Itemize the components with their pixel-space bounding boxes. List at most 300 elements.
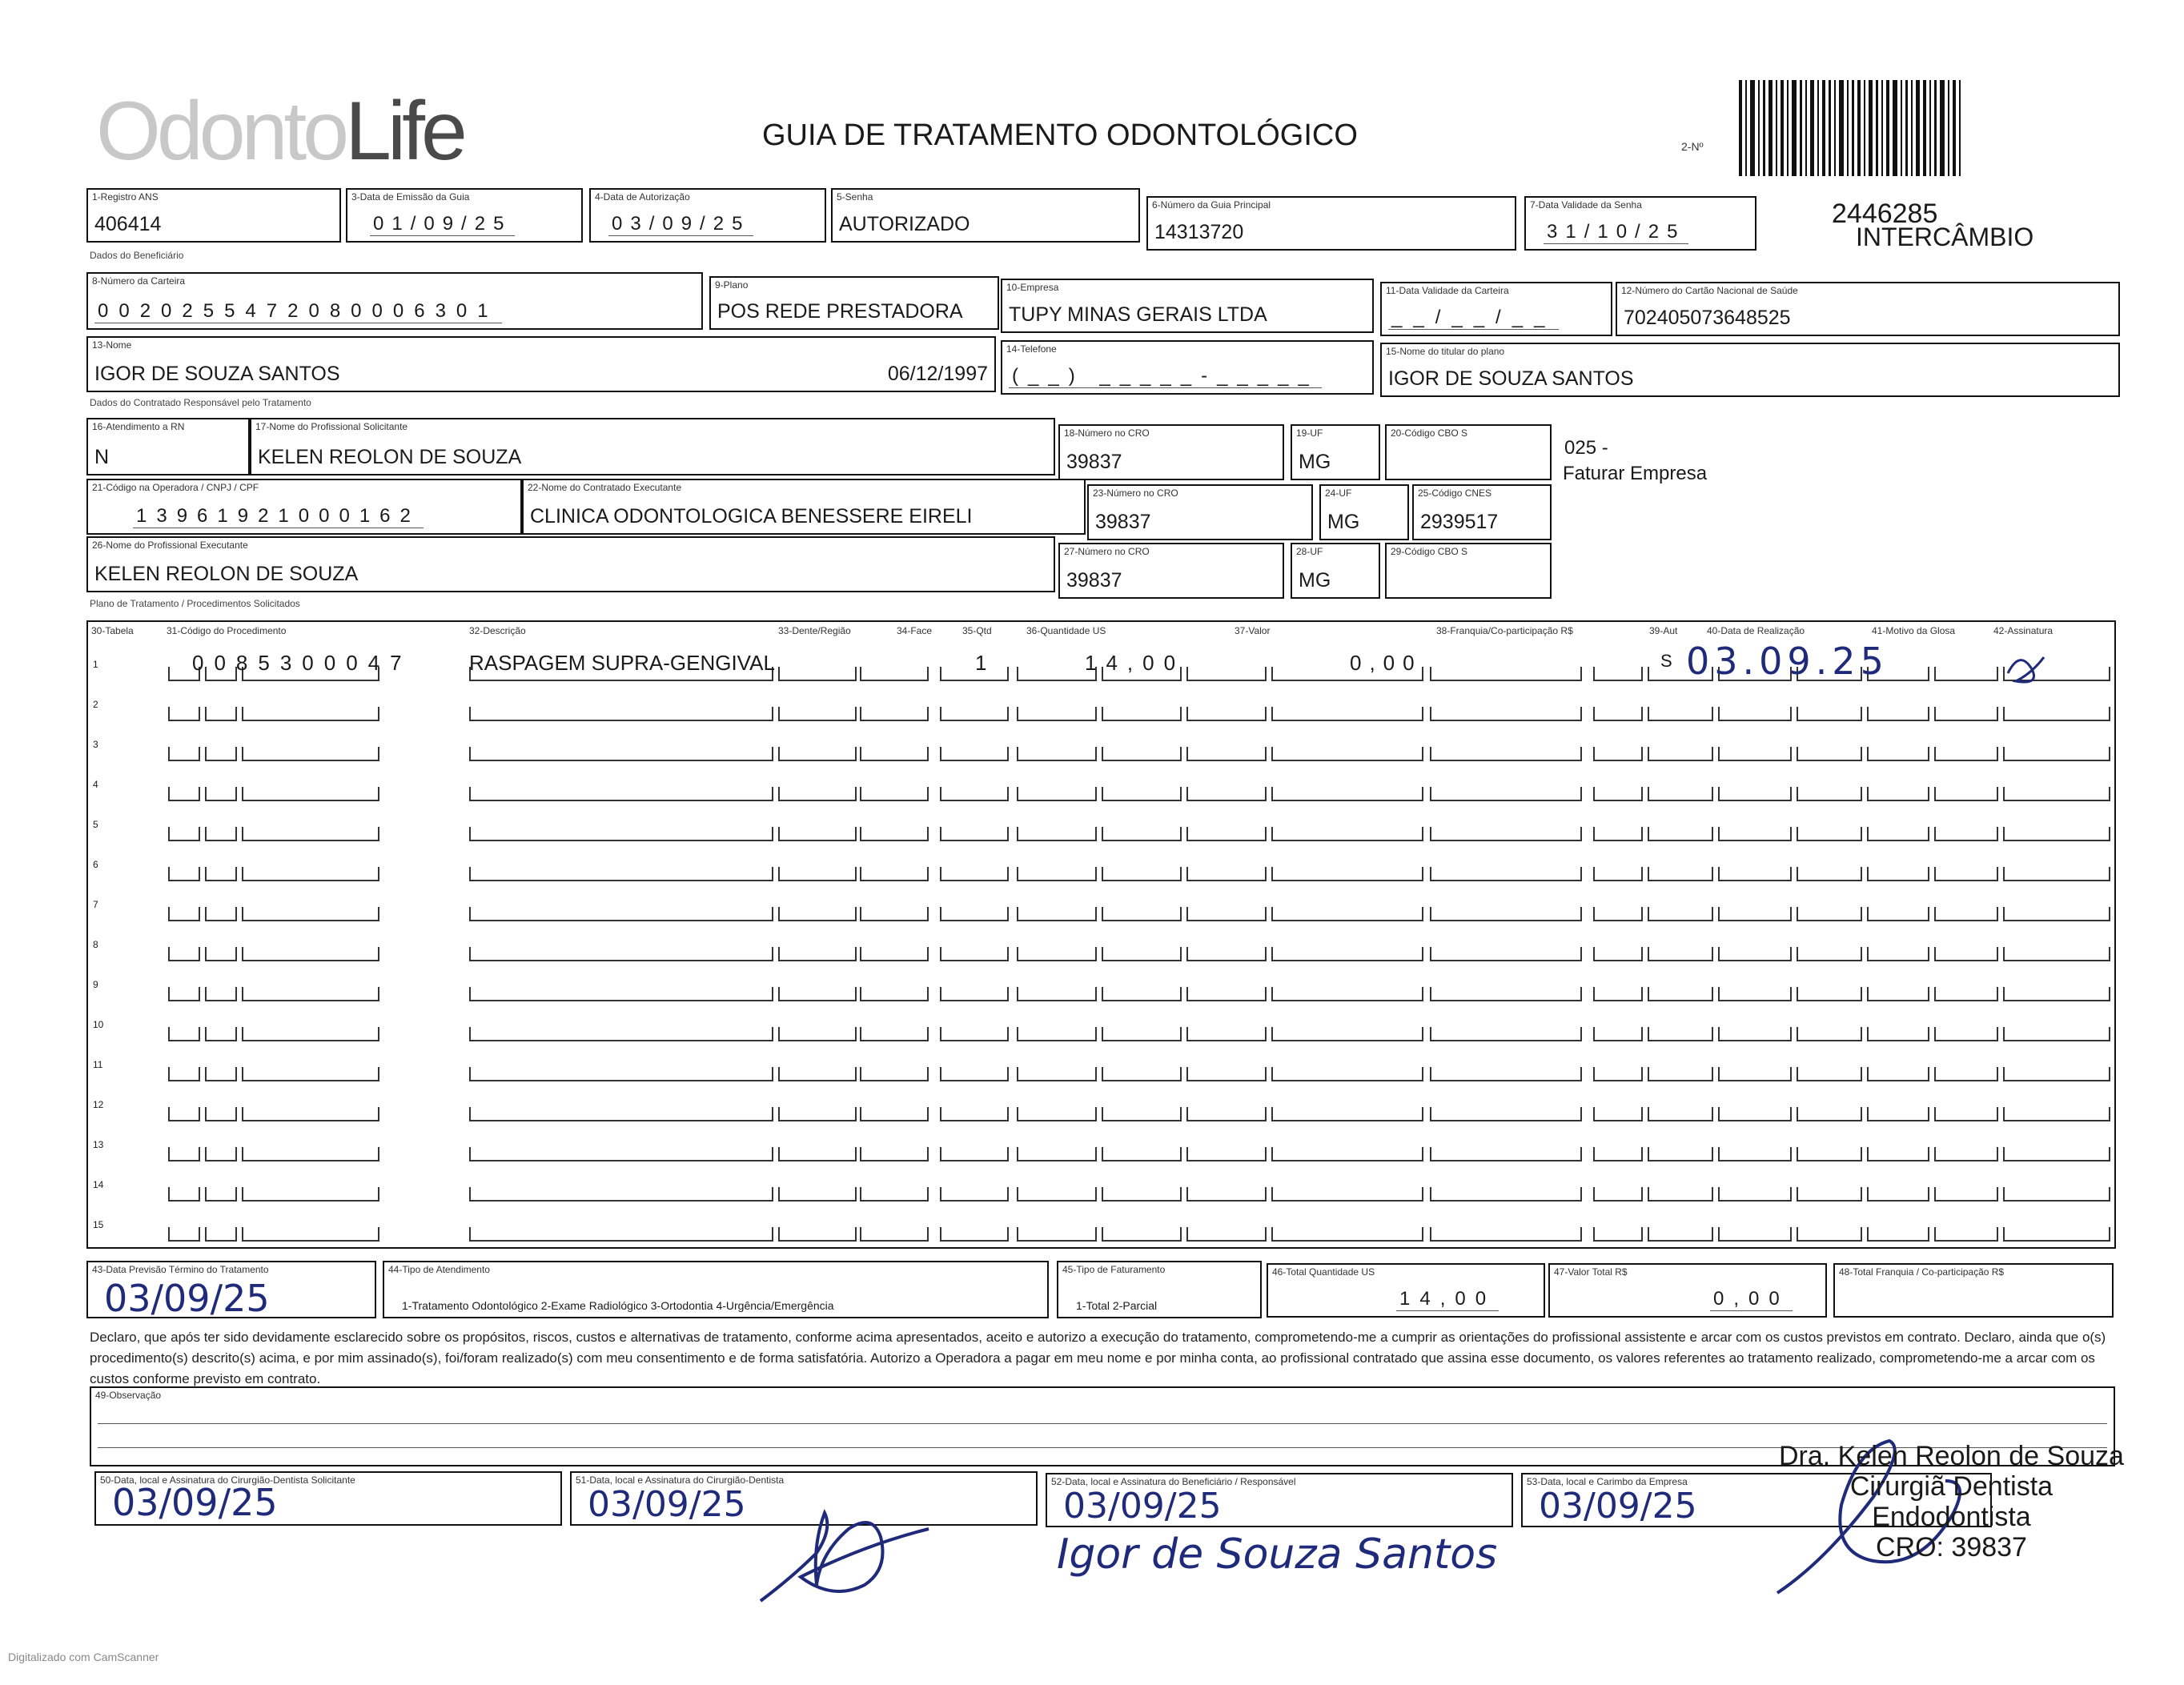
table-cell	[1593, 907, 1643, 921]
table-cell	[1867, 987, 1929, 1001]
intercambio-label: INTERCÂMBIO	[1856, 223, 2034, 251]
table-cell	[1271, 947, 1423, 961]
table-cell	[168, 1107, 200, 1121]
table-cell	[1430, 1147, 1582, 1161]
table-cell	[1430, 947, 1582, 961]
table-cell	[1718, 1107, 1792, 1121]
table-cell	[469, 867, 773, 881]
table-cell	[1648, 787, 1713, 801]
table-cell	[1797, 1187, 1862, 1202]
table-cell	[1186, 707, 1267, 721]
value: N	[94, 446, 110, 468]
label: 16-Atendimento a RN	[92, 421, 185, 432]
field-codigo-operadora	[86, 479, 522, 535]
table-cell	[1186, 907, 1267, 921]
table-cell	[860, 1027, 929, 1041]
table-cell	[1430, 667, 1582, 681]
value: 31/10/25	[1544, 221, 1688, 244]
table-cell	[168, 987, 200, 1001]
table-cell	[940, 987, 1009, 1001]
label: 28-UF	[1296, 546, 1323, 557]
table-cell	[1648, 827, 1713, 841]
field-previsao-termino	[86, 1261, 376, 1318]
field-profissional-solicitante	[250, 418, 1055, 475]
label: 1-Registro ANS	[92, 191, 159, 203]
table-cell	[1718, 1187, 1792, 1202]
row-number: 15	[93, 1219, 104, 1230]
table-cell	[2003, 1107, 2110, 1121]
table-cell	[1593, 947, 1643, 961]
label: 25-Código CNES	[1418, 487, 1492, 499]
table-cell	[168, 787, 200, 801]
value: 03/09/25	[104, 1277, 270, 1320]
table-cell	[1867, 1187, 1929, 1202]
table-cell	[1017, 827, 1097, 841]
table-cell	[1271, 1107, 1423, 1121]
field-cbo-3	[1385, 543, 1552, 599]
table-cell	[1934, 1107, 1998, 1121]
table-cell	[1430, 1227, 1582, 1242]
table-cell	[168, 947, 200, 961]
row1-descricao: RASPAGEM SUPRA-GENGIVAL	[469, 651, 775, 675]
table-row	[88, 1085, 2114, 1125]
field-cro-2	[1087, 484, 1313, 540]
field-cro-1	[1058, 424, 1284, 480]
table-cell	[1648, 1107, 1713, 1121]
table-cell	[860, 707, 929, 721]
table-cell	[1102, 1187, 1182, 1202]
value: 0020255472080006301	[94, 300, 502, 323]
col-tabela: 30-Tabela	[91, 625, 134, 636]
table-cell	[469, 947, 773, 961]
table-cell	[1430, 1187, 1582, 1202]
table-cell	[168, 1227, 200, 1242]
table-row	[88, 1045, 2114, 1085]
table-cell	[1593, 1027, 1643, 1041]
table-cell	[168, 1027, 200, 1041]
value: 702405073648525	[1624, 307, 1791, 329]
table-cell	[940, 827, 1009, 841]
label: 8-Número da Carteira	[92, 275, 186, 287]
professional-stamp	[1779, 1441, 2124, 1563]
label: 49-Observação	[95, 1390, 162, 1401]
label: 51-Data, local e Assinatura do Cirurgião-Dentista	[576, 1474, 785, 1486]
declaracao-text: Declaro, que após ter sido devidamente esclarecido sobre os propósitos, riscos, custos e alternativas de tratamento, conforme acima apresentados, aceito e autorizo a execução do tratamento, comprometendo-me a cumprir as orientações do profissional assistente e arcar com os custos previstos em contrato. Declaro, ainda que o(s) procedimento(s) descrito(s) acima, e por mim assinado(s), foi/foram realizado(s) com meu consentimento e de forma satisfatória. Autorizo a Operadora a pagar em meu nome e por minha conta, ao profissional contratado que assina esse documento, os valores referentes ao tratamento realizado, comprometendo-me a arcar com os custos conforme previsto em contrato.	[90, 1330, 2106, 1386]
table-cell	[1797, 1067, 1862, 1081]
table-cell	[1102, 827, 1182, 841]
table-cell	[1271, 827, 1423, 841]
table-cell	[2003, 987, 2110, 1001]
table-cell	[940, 1227, 1009, 1242]
field-data-emissao	[346, 188, 583, 243]
table-cell	[205, 1067, 237, 1081]
table-cell	[860, 787, 929, 801]
table-cell	[940, 947, 1009, 961]
table-cell	[860, 1187, 929, 1202]
table-cell	[1430, 747, 1582, 761]
row-number: 5	[93, 819, 98, 830]
table-cell	[205, 907, 237, 921]
table-cell	[1186, 1107, 1267, 1121]
row-number: 2	[93, 699, 98, 710]
table-cell	[860, 827, 929, 841]
table-cell	[940, 1027, 1009, 1041]
table-cell	[1017, 787, 1097, 801]
table-cell	[1718, 827, 1792, 841]
table-cell	[1271, 907, 1423, 921]
table-cell	[778, 947, 857, 961]
table-cell	[1648, 747, 1713, 761]
table-cell	[1186, 827, 1267, 841]
table-cell	[205, 827, 237, 841]
label: 18-Número no CRO	[1064, 427, 1150, 439]
stamp-cro: CRO: 39837	[1875, 1532, 2027, 1563]
table-cell	[940, 1147, 1009, 1161]
table-cell	[1648, 947, 1713, 961]
table-cell	[1102, 1227, 1182, 1242]
value: KELEN REOLON DE SOUZA	[258, 446, 522, 468]
table-cell	[1430, 1067, 1582, 1081]
table-cell	[1934, 787, 1998, 801]
label: 5-Senha	[837, 191, 873, 203]
table-cell	[860, 947, 929, 961]
table-cell	[1593, 667, 1643, 681]
table-cell	[205, 747, 237, 761]
table-cell	[1867, 827, 1929, 841]
table-cell	[242, 1227, 379, 1242]
table-cell	[778, 707, 857, 721]
table-cell	[1017, 1147, 1097, 1161]
label: 22-Nome do Contratado Executante	[528, 482, 682, 493]
table-cell	[860, 1107, 929, 1121]
field-cnes	[1412, 484, 1552, 540]
table-cell	[1867, 1067, 1929, 1081]
table-cell	[1797, 907, 1862, 921]
field-cbo-1	[1385, 424, 1552, 480]
table-cell	[1017, 907, 1097, 921]
table-cell	[1934, 1027, 1998, 1041]
dentist-signature-icon	[745, 1481, 985, 1641]
table-cell	[2003, 1147, 2110, 1161]
value: TUPY MINAS GERAIS LTDA	[1009, 303, 1267, 326]
table-cell	[940, 907, 1009, 921]
table-cell	[1186, 867, 1267, 881]
table-cell	[1934, 947, 1998, 961]
col-face: 34-Face	[897, 625, 933, 636]
col-glosa: 41-Motivo da Glosa	[1872, 625, 1956, 636]
col-data: 40-Data de Realização	[1707, 625, 1805, 636]
table-cell	[1797, 747, 1862, 761]
table-cell	[1867, 1227, 1929, 1242]
row-number: 3	[93, 739, 98, 750]
table-cell	[940, 747, 1009, 761]
procedures-table	[86, 620, 2116, 1249]
table-cell	[940, 867, 1009, 881]
row1-qtd: 1	[975, 651, 987, 675]
field-empresa	[1001, 279, 1374, 333]
field-cro-3	[1058, 543, 1284, 599]
table-cell	[1186, 787, 1267, 801]
table-cell	[778, 747, 857, 761]
table-cell	[469, 1147, 773, 1161]
table-cell	[1271, 747, 1423, 761]
table-cell	[205, 1027, 237, 1041]
table-cell	[1593, 827, 1643, 841]
label: 19-UF	[1296, 427, 1323, 439]
table-cell	[778, 867, 857, 881]
table-cell	[2003, 907, 2110, 921]
table-cell	[1934, 907, 1998, 921]
table-cell	[860, 667, 929, 681]
table-cell	[1867, 867, 1929, 881]
value: 14,00	[1396, 1288, 1499, 1311]
table-cell	[1102, 1107, 1182, 1121]
field-contratado-executante	[522, 479, 1086, 535]
table-cell	[1797, 867, 1862, 881]
table-cell	[940, 707, 1009, 721]
table-cell	[1648, 1227, 1713, 1242]
label: 9-Plano	[715, 279, 749, 291]
value: __/__/__	[1388, 307, 1559, 330]
table-cell	[205, 1227, 237, 1242]
label: 15-Nome do titular do plano	[1386, 346, 1505, 357]
table-cell	[168, 1187, 200, 1202]
value: 2939517	[1420, 511, 1499, 533]
guide-number: 2446285	[1832, 199, 1938, 229]
table-cell	[2003, 1067, 2110, 1081]
table-cell	[1430, 1107, 1582, 1121]
table-cell	[1867, 947, 1929, 961]
field-guia-principal	[1146, 196, 1516, 251]
label: 47-Valor Total R$	[1554, 1266, 1628, 1278]
label: 50-Data, local e Assinatura do Cirurgião-Dentista Solicitante	[100, 1474, 355, 1486]
field-assinatura-52	[1046, 1473, 1513, 1527]
table-row	[88, 965, 2114, 1005]
label: 43-Data Previsão Término do Tratamento	[92, 1264, 269, 1275]
table-cell	[1593, 1147, 1643, 1161]
value: 39837	[1066, 451, 1122, 473]
col-valor: 37-Valor	[1235, 625, 1271, 636]
table-cell	[469, 1227, 773, 1242]
table-cell	[1102, 947, 1182, 961]
value: MG	[1327, 511, 1360, 533]
row-number: 8	[93, 939, 98, 950]
table-cell	[469, 707, 773, 721]
table-cell	[1102, 1147, 1182, 1161]
value: 03/09/25	[112, 1481, 278, 1524]
label: 26-Nome do Profissional Executante	[92, 540, 248, 551]
guide-number-label: 2-Nº	[1681, 140, 1704, 153]
field-assinatura-50	[94, 1471, 562, 1526]
table-cell	[1934, 1187, 1998, 1202]
row-number: 11	[93, 1059, 103, 1070]
table-cell	[469, 1067, 773, 1081]
row-number: 13	[93, 1139, 104, 1150]
table-cell	[1017, 747, 1097, 761]
table-cell	[1797, 1107, 1862, 1121]
table-cell	[1934, 1067, 1998, 1081]
table-cell	[1102, 1067, 1182, 1081]
label: 53-Data, local e Carimbo da Empresa	[1527, 1476, 1688, 1487]
label: 10-Empresa	[1006, 282, 1059, 293]
row-number: 14	[93, 1179, 104, 1190]
table-cell	[2003, 1187, 2110, 1202]
value: POS REDE PRESTADORA	[717, 300, 963, 323]
table-cell	[940, 1187, 1009, 1202]
table-cell	[1017, 1227, 1097, 1242]
table-cell	[1797, 987, 1862, 1001]
field-uf-1	[1291, 424, 1380, 480]
table-cell	[1718, 947, 1792, 961]
options: 1-Tratamento Odontológico 2-Exame Radiológico 3-Ortodontia 4-Urgência/Emergência	[402, 1299, 834, 1312]
table-cell	[2003, 787, 2110, 801]
field-validade-carteira	[1380, 282, 1612, 336]
field-plano	[709, 276, 999, 330]
table-cell	[205, 1147, 237, 1161]
field-uf-3	[1291, 543, 1380, 599]
table-cell	[1718, 1227, 1792, 1242]
row1-assinatura-icon	[2000, 641, 2048, 689]
table-row	[88, 1005, 2114, 1045]
birth-date: 06/12/1997	[887, 363, 988, 385]
table-row	[88, 684, 2114, 724]
table-row	[88, 764, 2114, 804]
value: 03/09/25	[588, 1484, 746, 1525]
table-cell	[1271, 1187, 1423, 1202]
table-cell	[1718, 1027, 1792, 1041]
table-cell	[1593, 867, 1643, 881]
table-cell	[205, 787, 237, 801]
label: 24-UF	[1325, 487, 1352, 499]
table-cell	[1648, 707, 1713, 721]
label: 27-Número no CRO	[1064, 546, 1150, 557]
table-cell	[860, 907, 929, 921]
table-cell	[1867, 747, 1929, 761]
options: 1-Total 2-Parcial	[1076, 1299, 1158, 1312]
table-cell	[2003, 747, 2110, 761]
table-cell	[1430, 987, 1582, 1001]
value: 03/09/25	[1539, 1486, 1697, 1527]
table-cell	[1593, 987, 1643, 1001]
table-cell	[1102, 907, 1182, 921]
table-cell	[940, 667, 1009, 681]
section-contratado: Dados do Contratado Responsável pelo Tratamento	[90, 397, 311, 408]
table-cell	[1593, 1067, 1643, 1081]
table-cell	[1186, 1147, 1267, 1161]
table-cell	[1648, 907, 1713, 921]
table-cell	[1593, 747, 1643, 761]
value: 39837	[1066, 569, 1122, 592]
table-cell	[1102, 707, 1182, 721]
label: 52-Data, local e Assinatura do Beneficiário / Responsável	[1051, 1476, 1296, 1487]
col-franquia: 38-Franquia/Co-participação R$	[1436, 625, 1573, 636]
table-cell	[1934, 1227, 1998, 1242]
table-row	[88, 804, 2114, 845]
label: 3-Data de Emissão da Guia	[351, 191, 470, 203]
label: 45-Tipo de Faturamento	[1062, 1264, 1166, 1275]
table-cell	[1017, 1107, 1097, 1121]
label: 46-Total Quantidade US	[1272, 1266, 1375, 1278]
table-cell	[242, 1107, 379, 1121]
table-cell	[778, 1107, 857, 1121]
row-number: 12	[93, 1099, 104, 1110]
table-cell	[1271, 1227, 1423, 1242]
table-cell	[1017, 1027, 1097, 1041]
table-cell	[940, 1067, 1009, 1081]
field-data-autorizacao	[589, 188, 826, 243]
table-cell	[242, 827, 379, 841]
label: 23-Número no CRO	[1093, 487, 1178, 499]
table-row	[88, 1205, 2114, 1245]
table-cell	[1186, 1227, 1267, 1242]
table-cell	[778, 1187, 857, 1202]
label: 13-Nome	[92, 339, 132, 351]
table-cell	[778, 907, 857, 921]
value: CLINICA ODONTOLOGICA BENESSERE EIRELI	[530, 505, 973, 528]
table-cell	[1186, 747, 1267, 761]
table-cell	[1430, 787, 1582, 801]
value: IGOR DE SOUZA SANTOS	[94, 363, 340, 385]
field-registro-ans	[86, 188, 341, 243]
table-cell	[1430, 707, 1582, 721]
table-cell	[1593, 787, 1643, 801]
table-cell	[860, 867, 929, 881]
value: 13961921000162	[133, 505, 424, 528]
table-cell	[860, 1067, 929, 1081]
table-cell	[1430, 907, 1582, 921]
table-cell	[778, 787, 857, 801]
table-cell	[2003, 1227, 2110, 1242]
camscanner-footer: Digitalizado com CamScanner	[8, 1651, 159, 1663]
table-cell	[168, 1067, 200, 1081]
table-cell	[1934, 867, 1998, 881]
value: 01/09/25	[370, 213, 515, 236]
label: 21-Código na Operadora / CNPJ / CPF	[92, 482, 259, 493]
table-cell	[1867, 1027, 1929, 1041]
side-faturar-empresa: Faturar Empresa	[1563, 463, 1708, 484]
label: 17-Nome do Profissional Solicitante	[255, 421, 408, 432]
table-cell	[2003, 1027, 2110, 1041]
table-cell	[1797, 1227, 1862, 1242]
table-cell	[1934, 667, 1998, 681]
table-cell	[1718, 747, 1792, 761]
form-title: GUIA DE TRATAMENTO ODONTOLÓGICO	[762, 118, 1358, 152]
table-cell	[205, 1107, 237, 1121]
barcode-icon	[1739, 80, 2024, 176]
stamp-title: Cirurgiã Dentista	[1849, 1471, 2054, 1502]
label: 12-Número do Cartão Nacional de Saúde	[1621, 285, 1798, 296]
table-cell	[1186, 1187, 1267, 1202]
table-cell	[168, 907, 200, 921]
table-cell	[242, 867, 379, 881]
row1-data-realizacao: 03.09.25	[1686, 640, 1889, 683]
table-cell	[1593, 1107, 1643, 1121]
label: 29-Código CBO S	[1391, 546, 1468, 557]
table-cell	[1271, 787, 1423, 801]
label: 14-Telefone	[1006, 343, 1057, 355]
table-cell	[1271, 1067, 1423, 1081]
table-cell	[242, 787, 379, 801]
table-cell	[242, 947, 379, 961]
table-cell	[2003, 867, 2110, 881]
table-cell	[1867, 907, 1929, 921]
table-cell	[168, 747, 200, 761]
table-cell	[469, 907, 773, 921]
table-cell	[1017, 1187, 1097, 1202]
table-row	[88, 885, 2114, 925]
value: KELEN REOLON DE SOUZA	[94, 563, 359, 585]
label: 6-Número da Guia Principal	[1152, 199, 1271, 211]
